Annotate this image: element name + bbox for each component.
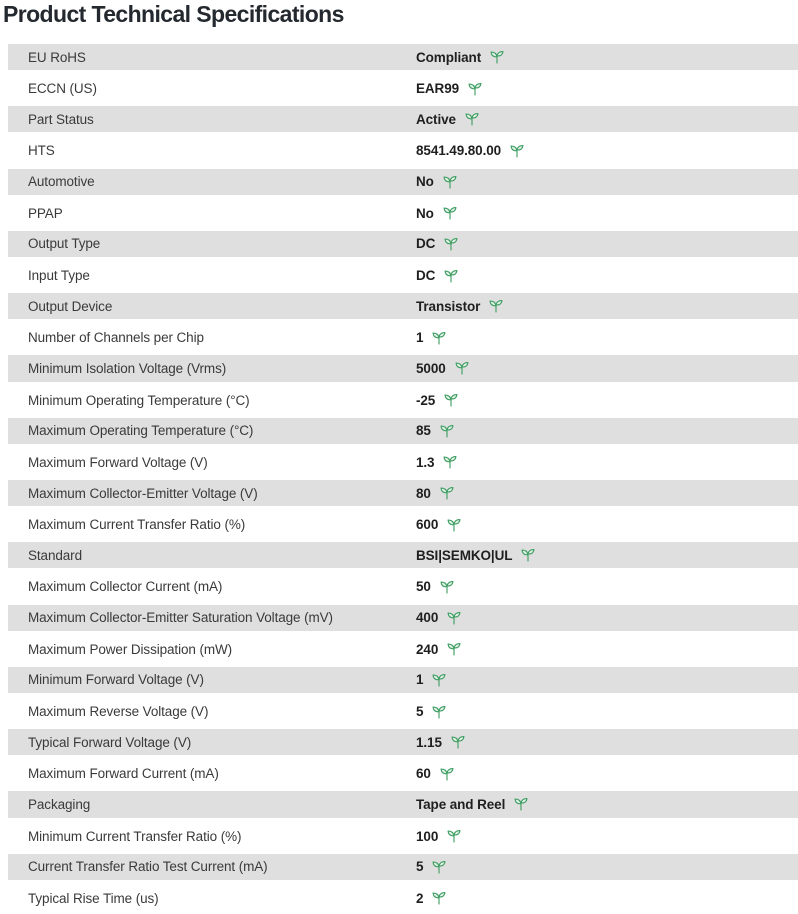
spec-label: ECCN (US) — [28, 81, 97, 97]
spec-value — [416, 143, 798, 159]
spec-value-text: DC — [416, 268, 436, 284]
sprout-icon — [431, 704, 447, 720]
spec-label: Typical Rise Time (us) — [28, 890, 159, 906]
table-row — [8, 135, 798, 166]
spec-label: PPAP — [28, 205, 63, 221]
spec-value — [416, 111, 798, 127]
spec-value — [416, 423, 798, 439]
page-title: Product Technical Specifications — [3, 1, 344, 27]
spec-label: HTS — [28, 143, 55, 159]
sprout-icon — [431, 672, 447, 688]
table-row — [8, 73, 798, 104]
table-row — [8, 540, 798, 571]
spec-label: Number of Channels per Chip — [28, 330, 204, 346]
spec-value — [416, 672, 798, 688]
spec-value-text: Tape and Reel — [416, 796, 506, 812]
table-row — [8, 385, 798, 416]
sprout-icon — [439, 423, 455, 439]
spec-value — [416, 766, 798, 782]
table-row — [8, 322, 798, 353]
spec-value-text: 80 — [416, 485, 431, 501]
sprout-icon — [443, 236, 459, 252]
sprout-icon — [431, 330, 447, 346]
spec-label: Maximum Collector-Emitter Saturation Voltage (mV) — [28, 610, 333, 626]
spec-label: Minimum Current Transfer Ratio (%) — [28, 828, 242, 844]
sprout-icon — [454, 360, 470, 376]
spec-value-text: 1 — [416, 330, 424, 346]
spec-label: Automotive — [28, 174, 95, 190]
sprout-icon — [439, 766, 455, 782]
table-row — [8, 447, 798, 478]
spec-value-text: 5 — [416, 704, 424, 720]
spec-value — [416, 641, 798, 657]
spec-label: Maximum Collector-Emitter Voltage (V) — [28, 485, 258, 501]
sprout-icon — [443, 392, 459, 408]
table-row — [8, 291, 798, 322]
spec-label: Output Device — [28, 298, 113, 314]
sprout-icon — [431, 859, 447, 875]
sprout-icon — [509, 143, 525, 159]
sprout-icon — [439, 579, 455, 595]
sprout-icon — [464, 111, 480, 127]
spec-value-text: No — [416, 205, 434, 221]
spec-value — [416, 734, 798, 750]
spec-value — [416, 485, 798, 501]
spec-value-text: 400 — [416, 610, 439, 626]
table-row — [8, 821, 798, 852]
table-row — [8, 478, 798, 509]
table-row — [8, 571, 798, 602]
spec-label: Maximum Current Transfer Ratio (%) — [28, 517, 246, 533]
table-row — [8, 758, 798, 789]
spec-value — [416, 81, 798, 97]
table-row — [8, 509, 798, 540]
table-row — [8, 260, 798, 291]
spec-label: Packaging — [28, 796, 91, 812]
spec-label: Minimum Forward Voltage (V) — [28, 672, 204, 688]
spec-value-text: 240 — [416, 641, 439, 657]
spec-label: Input Type — [28, 268, 90, 284]
spec-value-text: 8541.49.80.00 — [416, 143, 502, 159]
spec-value — [416, 610, 798, 626]
sprout-icon — [442, 174, 458, 190]
spec-value-text: 1.15 — [416, 734, 442, 750]
spec-value — [416, 547, 798, 563]
spec-label: Current Transfer Ratio Test Current (mA) — [28, 859, 268, 875]
spec-label: Maximum Reverse Voltage (V) — [28, 704, 209, 720]
sprout-icon — [446, 610, 462, 626]
spec-value-text: 1 — [416, 672, 424, 688]
spec-value — [416, 517, 798, 533]
spec-value — [416, 49, 798, 65]
spec-value — [416, 454, 798, 470]
spec-label: Output Type — [28, 236, 101, 252]
sprout-icon — [513, 796, 529, 812]
spec-label: Maximum Forward Current (mA) — [28, 766, 219, 782]
sprout-icon — [467, 81, 483, 97]
spec-value — [416, 392, 798, 408]
table-row — [8, 353, 798, 384]
spec-value-text: No — [416, 174, 434, 190]
sprout-icon — [443, 268, 459, 284]
spec-value — [416, 330, 798, 346]
spec-label: Maximum Collector Current (mA) — [28, 579, 223, 595]
spec-value — [416, 579, 798, 595]
spec-value — [416, 174, 798, 190]
sprout-icon — [488, 298, 504, 314]
spec-label: Minimum Operating Temperature (°C) — [28, 392, 250, 408]
sprout-icon — [442, 205, 458, 221]
spec-label: Minimum Isolation Voltage (Vrms) — [28, 360, 227, 376]
table-row — [8, 104, 798, 135]
table-row — [8, 665, 798, 696]
spec-value-text: Active — [416, 111, 456, 127]
spec-value-text: 100 — [416, 828, 439, 844]
page-header — [0, 0, 798, 42]
spec-value-text: EAR99 — [416, 81, 460, 97]
sprout-icon — [520, 547, 536, 563]
spec-value-text: 60 — [416, 766, 431, 782]
spec-value-text: BSI|SEMKO|UL — [416, 547, 513, 563]
spec-label: Maximum Power Dissipation (mW) — [28, 641, 233, 657]
spec-value-text: Transistor — [416, 298, 481, 314]
spec-label: Maximum Operating Temperature (°C) — [28, 423, 254, 439]
spec-table — [8, 42, 798, 914]
spec-label: Typical Forward Voltage (V) — [28, 734, 192, 750]
spec-value — [416, 268, 798, 284]
spec-value-text: 600 — [416, 517, 439, 533]
table-row — [8, 727, 798, 758]
spec-value-text: 2 — [416, 890, 424, 906]
table-row — [8, 634, 798, 665]
table-row — [8, 42, 798, 73]
spec-value — [416, 796, 798, 812]
spec-label: Maximum Forward Voltage (V) — [28, 454, 208, 470]
sprout-icon — [446, 828, 462, 844]
table-row — [8, 167, 798, 198]
spec-value-text: 5 — [416, 859, 424, 875]
table-row — [8, 198, 798, 229]
spec-value — [416, 890, 798, 906]
spec-value — [416, 360, 798, 376]
spec-value — [416, 236, 798, 252]
sprout-icon — [431, 890, 447, 906]
spec-value — [416, 298, 798, 314]
sprout-icon — [450, 734, 466, 750]
sprout-icon — [446, 641, 462, 657]
spec-label: Standard — [28, 547, 82, 563]
spec-value-text: DC — [416, 236, 436, 252]
spec-value-text: 5000 — [416, 360, 446, 376]
spec-value-text: 1.3 — [416, 454, 435, 470]
table-row — [8, 883, 798, 914]
table-row — [8, 229, 798, 260]
spec-label: EU RoHS — [28, 49, 86, 65]
table-row — [8, 789, 798, 820]
spec-label: Part Status — [28, 111, 94, 127]
table-row — [8, 603, 798, 634]
table-row — [8, 852, 798, 883]
sprout-icon — [442, 454, 458, 470]
spec-value — [416, 859, 798, 875]
spec-value — [416, 828, 798, 844]
sprout-icon — [439, 485, 455, 501]
spec-value-text: -25 — [416, 392, 436, 408]
spec-value-text: Compliant — [416, 49, 482, 65]
spec-value — [416, 704, 798, 720]
spec-value — [416, 205, 798, 221]
spec-value-text: 50 — [416, 579, 431, 595]
sprout-icon — [489, 49, 505, 65]
table-row — [8, 696, 798, 727]
table-row — [8, 416, 798, 447]
spec-value-text: 85 — [416, 423, 431, 439]
sprout-icon — [446, 517, 462, 533]
